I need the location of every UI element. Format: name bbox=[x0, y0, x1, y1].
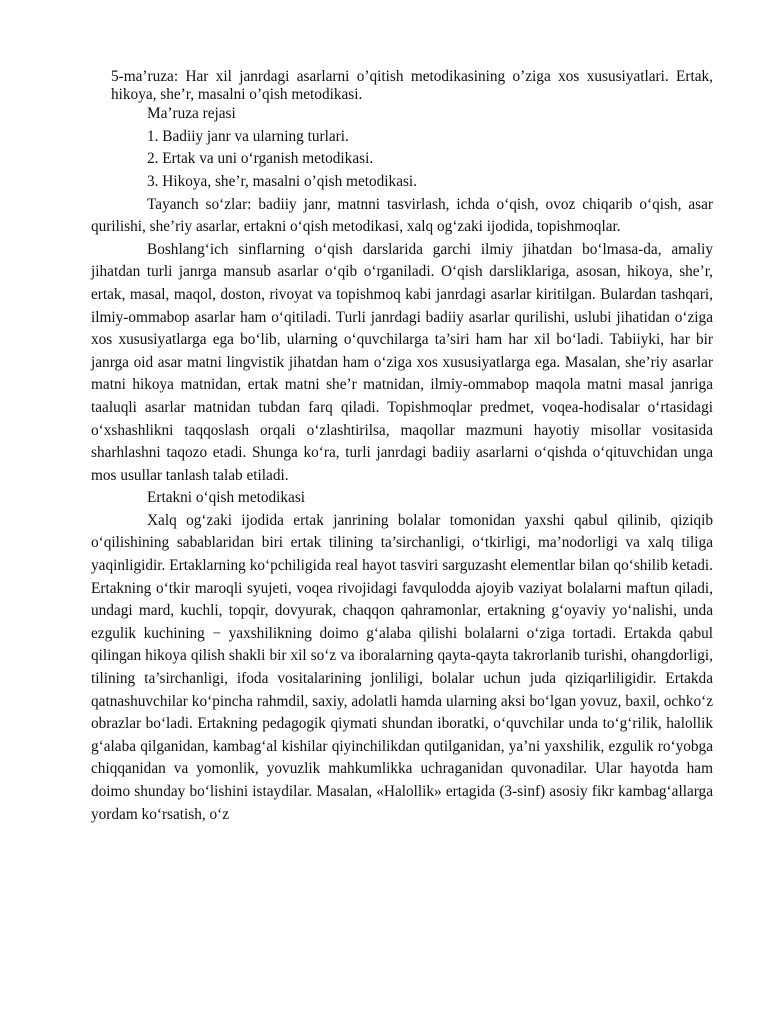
body-paragraph: Xalq og‘zaki ijodida ertak janrining bolalar tomonidan yaxshi qabul qilinib, qiziqib o‘qilishining sabablaridan biri ertak tilining ta’sirchanligi, o‘tkirligi, ma’nodorligi va xalq tiliga yaqinligidir. Ertaklarning ko‘pchiligida real hayot tasviri sarguzasht elementlar bilan qo‘shilib ketadi. Ertakning o‘tkir maroqli syujeti, voqea rivojidagi favqulodda ajoyib vaziyat bolalarni maftun qiladi, undagi mard, kuchli, topqir, dovyurak, chaqqon qahramonlar, ertakning g‘oyaviy yo‘nalishi, unda ezgulik kuchining − yaxshilikning doimo g‘alaba qilishi bolalarni o‘ziga tortadi. Ertakda qabul qilingan hikoya qilish shakli bir xil so‘z va iboralarning qayta-qayta takrorlanib turishi, ohangdorligi, tilining ta’sirchanligi, ifoda vositalarining jonliligi, bolalar uchun juda qiziqarliligidir. Ertakda qatnashuvchilar ko‘pincha rahmdil, saxiy, adolatli hamda ularning aksi bo‘lgan yovuz, baxil, ochko‘z obrazlar bo‘ladi. Ertakning pedagogik qiymati shundan iboratki, o‘quvchilar unda to‘g‘rilik, halollik g‘alaba qilganidan, kambag‘al kishilar qiyinchilikdan qutilganidan, ya’ni yaxshilik, ezgulik ro‘yobga chiqqanidan va yomonlik, yovuzlik mahkumlikka uchraganidan quvonadilar. Ular hayotda ham doimo shunday bo‘lishini istaydilar. Masalan, «Halollik» ertagida (3-sinf) asosiy fikr kambag‘allarga yordam ko‘rsatish, o‘z bbox=[91, 511, 713, 823]
document-page bbox=[91, 68, 713, 826]
lecture-title: 5-ma’ruza: Har xil janrdagi asarlarni o’qitish metodikasining o’ziga xos xususiyatlari. Ertak, hikoya, she’r, masalni o’qish metodikasi. bbox=[111, 68, 713, 103]
plan-item-3: 3. Hikoya, she’r, masalni o’qish metodikasi. bbox=[147, 172, 418, 190]
plan-item-1: 1. Badiiy janr va ularning turlari. bbox=[147, 127, 349, 145]
plan-item-2: 2. Ertak va uni o‘rganish metodikasi. bbox=[147, 150, 374, 168]
keywords-paragraph: Tayanch so‘zlar: badiiy janr, matnni tasvirlash, ichda o‘qish, ovoz chiqarib o‘qish, asar qurilishi, she’riy asarlar, ertakni o‘qish metodikasi, xalq og‘zaki ijodida, topishmoqlar. bbox=[91, 195, 713, 236]
body-paragraph: Boshlang‘ich sinflarning o‘qish darslarida garchi ilmiy jihatdan bo‘lmasa-da, amaliy jihatdan turli janrga mansub asarlar o‘qib o‘rganiladi. O‘qish darsliklariga, asosan, hikoya, she’r, ertak, masal, maqol, doston, rivoyat va topishmoq kabi janrdagi asarlar kiritilgan. Bulardan tashqari, ilmiy-ommabop asarlar ham o‘qitiladi. Turli janrdagi badiiy asarlar qurilishi, uslubi jihatidan o‘ziga xos xususiyatlarga ega bo‘lib, ularning o‘quvchilarga ta’siri ham har xil bo‘ladi. Tabiiyki, har bir janrga oid asar matni lingvistik jihatdan ham o‘ziga xos xususiyatlarga ega. Masalan, she’riy asarlar matni hikoya matnidan, ertak matni she’r matnidan, ilmiy-ommabop maqola matni masal janriga taaluqli asarlar matnidan tubdan farq qiladi. Topishmoqlar predmet, voqea-hodisalar o‘rtasidagi o‘xshashlikni taqqoslash orqali o‘zlashtirilsa, maqollar mazmuni hayotiy misollar vositasida sharhlashni taqozo etadi. Shunga ko‘ra, turli janrdagi badiiy asarlarni o‘qishda o‘qituvchidan unga mos usullar tanlash talab etiladi. bbox=[91, 240, 713, 484]
section-title: Ertakni o‘qish metodikasi bbox=[147, 489, 306, 507]
plan-heading: Ma’ruza rejasi bbox=[147, 105, 236, 123]
